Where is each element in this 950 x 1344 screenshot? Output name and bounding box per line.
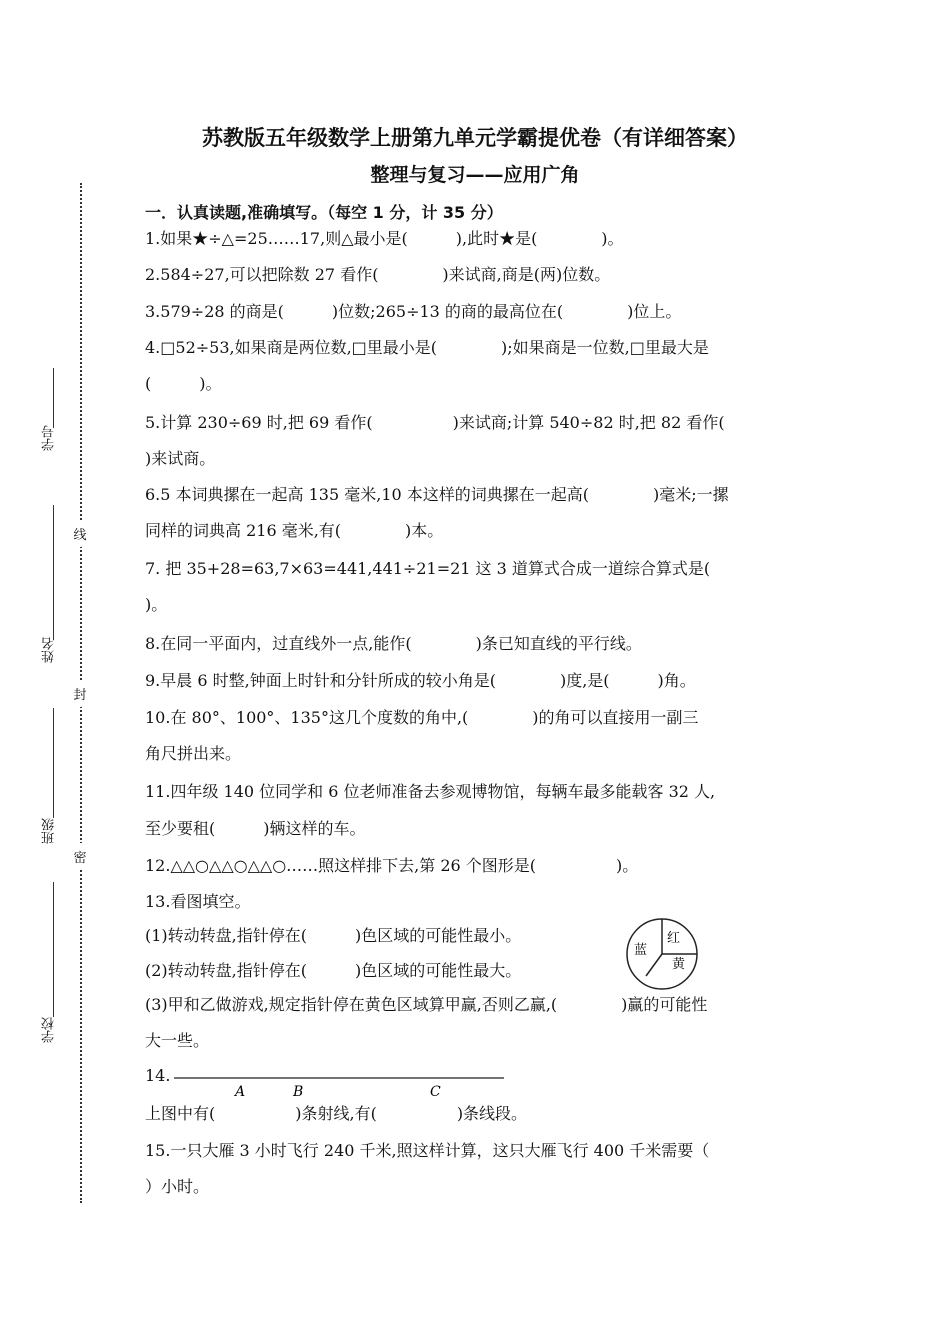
spinner-label-huang: 黄 <box>672 957 686 972</box>
page-subtitle: 整理与复习——应用广角 <box>370 164 580 186</box>
question-line: ）小时。 <box>145 1177 210 1196</box>
question-line: 10.在 80°、100°、135°这几个度数的角中,( )的角可以直接用一副三 <box>145 708 699 727</box>
spinner-label-lan: 蓝 <box>634 943 648 958</box>
question-line: 6.5 本词典摞在一起高 135 毫米,10 本这样的词典摞在一起高( )毫米;一摞 <box>145 485 729 504</box>
question-line: 上图中有( )条射线,有( )条线段。 <box>145 1104 528 1123</box>
question-line: )来试商。 <box>145 449 216 468</box>
question-line: )。 <box>145 595 168 614</box>
point-a-label: A <box>235 1084 246 1100</box>
spinner-pointer <box>646 954 662 976</box>
section-heading: 一．认真读题,准确填写。（每空 1 分，计 35 分） <box>145 203 503 222</box>
page-title: 苏教版五年级数学上册第九单元学霸提优卷（有详细答案） <box>202 126 748 150</box>
question-line: (2)转动转盘,指针停在( )色区域的可能性最大。 <box>145 961 522 980</box>
question-line: 同样的词典高 216 毫米,有( )本。 <box>145 521 444 540</box>
banji-blank <box>53 708 54 818</box>
question-line: 8.在同一平面内，过直线外一点,能作( )条已知直线的平行线。 <box>145 634 642 653</box>
xuexiao-blank <box>53 882 54 1017</box>
question-line: 13.看图填空。 <box>145 892 251 911</box>
seal-feng: 封 <box>73 680 86 707</box>
question-line: 9.早晨 6 时整,钟面上时针和分针所成的较小角是( )度,是( )角。 <box>145 671 696 690</box>
xingming-blank <box>53 505 54 640</box>
question-line: 至少要租( )辆这样的车。 <box>145 819 366 838</box>
question-line: 角尺拼出来。 <box>145 744 242 763</box>
question-line: (3)甲和乙做游戏,规定指针停在黄色区域算甲赢,否则乙赢,( )赢的可能性 <box>145 995 708 1014</box>
spinner-figure <box>624 916 700 992</box>
question-line: 1.如果★÷△=25……17,则△最小是( ),此时★是( )。 <box>145 229 624 248</box>
question-line: 4.□52÷53,如果商是两位数,□里最小是( );如果商是一位数,□里最大是 <box>145 338 709 357</box>
xingming-label: 姓名 <box>42 637 57 663</box>
question-line: ( )。 <box>145 374 222 393</box>
xuehao-label: 学号 <box>42 425 57 451</box>
question-line: (1)转动转盘,指针停在( )色区域的可能性最小。 <box>145 926 522 945</box>
line-diagram <box>172 1068 508 1102</box>
question-line: 大一些。 <box>145 1031 210 1050</box>
question-line: 15.一只大雁 3 小时飞行 240 千米,照这样计算，这只大雁飞行 400 千米需要（ <box>145 1141 710 1160</box>
spinner-label-hong: 红 <box>667 931 681 946</box>
point-c-label: C <box>430 1084 441 1100</box>
question-line: 11.四年级 140 位同学和 6 位老师准备去参观博物馆，每辆车最多能载客 32 人, <box>145 782 716 801</box>
xuexiao-label: 学校 <box>42 1017 57 1043</box>
question-line: 5.计算 230÷69 时,把 69 看作( )来试商;计算 540÷82 时,把 82 看作( <box>145 413 725 432</box>
xuehao-blank <box>53 368 54 428</box>
question-line: 12.△△○△△○△△○……照这样排下去,第 26 个图形是( )。 <box>145 856 639 875</box>
question-line: 3.579÷28 的商是( )位数;265÷13 的商的最高位在( )位上。 <box>145 302 682 321</box>
point-b-label: B <box>293 1084 304 1100</box>
question-line: 2.584÷27,可以把除数 27 看作( )来试商,商是(两)位数。 <box>145 265 611 284</box>
question-line: 7. 把 35+28=63,7×63=441,441÷21=21 这 3 道算式合成一道综合算式是( <box>145 559 711 578</box>
seal-xian: 线 <box>73 520 86 547</box>
banji-label: 班级 <box>42 818 57 844</box>
seal-mi: 密 <box>73 843 86 870</box>
question-line: 14. <box>145 1066 171 1085</box>
